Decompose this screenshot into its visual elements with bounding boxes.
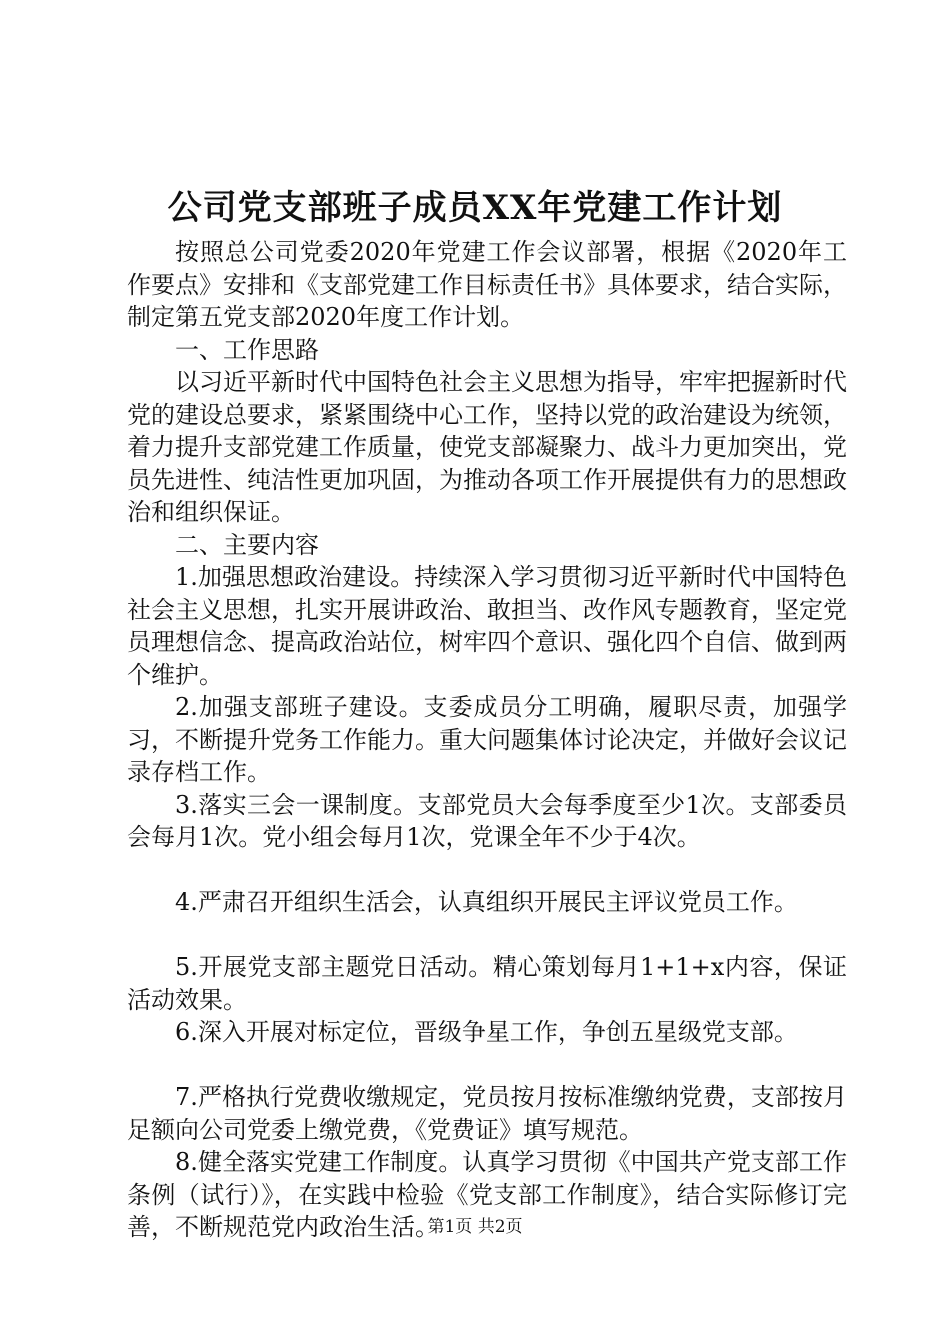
item-4-paragraph: 4.严肃召开组织生活会，认真组织开展民主评议党员工作。 (175, 888, 798, 916)
document-title: 公司党支部班子成员XX年党建工作计划 (167, 188, 783, 228)
item-8-paragraph: 8.健全落实党建工作制度。认真学习贯彻《中国共产党支部工作条例（试行）》，在实践中检验《党支部工作制度》，结合实际修订完善，不断规范党内政治生活。 (127, 1148, 847, 1241)
section-heading-work-approach: 一、工作思路 (175, 335, 319, 364)
item-5-paragraph: 5.开展党支部主题党日活动。精心策划每月1+1+x内容，保证活动效果。 (127, 953, 847, 1014)
item-6-paragraph: 6.深入开展对标定位，晋级争星工作，争创五星级党支部。 (175, 1018, 798, 1046)
item-3-paragraph: 3.落实三会一课制度。支部党员大会每季度至少1次。支部委员会每月1次。党小组会每月1次，党课全年不少于4次。 (127, 790, 847, 851)
item-7-paragraph: 7.严格执行党费收缴规定，党员按月按标准缴纳党费，支部按月足额向公司党委上缴党费，《党费证》填写规范。 (127, 1083, 847, 1144)
intro-paragraph: 按照总公司党委2020年党建工作会议部署，根据《2020年工作要点》安排和《支部党建工作目标责任书》具体要求，结合实际，制定第五党支部2020年度工作计划。 (127, 238, 847, 331)
work-approach-paragraph: 以习近平新时代中国特色社会主义思想为指导，牢牢把握新时代党的建设总要求，紧紧围绕中心工作，坚持以党的政治建设为统领，着力提升支部党建工作质量，使党支部凝聚力、战斗力更加突出，党员先进性、纯洁性更加巩固，为推动各项工作开展提供有力的思想政治和组织保证。 (127, 368, 847, 526)
document-body (127, 236, 847, 1244)
item-2-paragraph: 2.加强支部班子建设。支委成员分工明确，履职尽责，加强学习，不断提升党务工作能力。重大问题集体讨论决定，并做好会议记录存档工作。 (127, 693, 847, 786)
item-1-paragraph: 1.加强思想政治建设。持续深入学习贯彻习近平新时代中国特色社会主义思想，扎实开展讲政治、敢担当、改作风专题教育，坚定党员理想信念、提高政治站位，树牢四个意识、强化四个自信、做到两个维护。 (127, 563, 847, 689)
page-number-footer: 第1页 共2页 (427, 1217, 523, 1237)
section-heading-main-content: 二、主要内容 (175, 530, 319, 559)
